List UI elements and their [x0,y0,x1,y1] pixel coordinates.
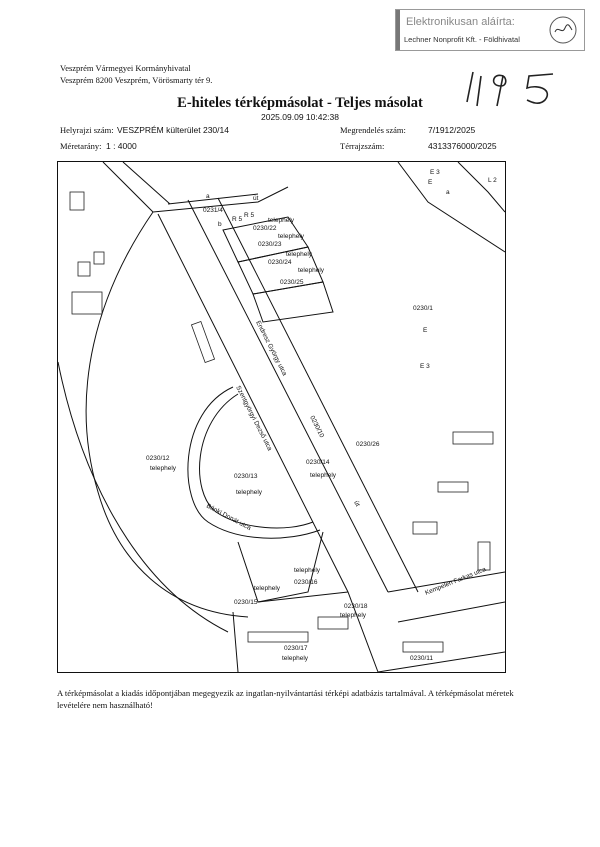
building [248,632,308,642]
label-0230-16: 0230/16 [294,579,318,586]
label-0230-18: 0230/18 [344,603,368,610]
issuing-address: Veszprém 8200 Veszprém, Vörösmarty tér 9. [60,75,213,85]
label-tel-24: telephely [286,251,313,258]
parcel-value: VESZPRÉM külterület 230/14 [117,125,229,135]
scale-value: 1 : 4000 [106,141,137,151]
label-ut-mid: út [352,499,361,508]
plot-0230-25b [253,282,333,322]
e-signature-box [395,9,585,51]
label-tel-25: telephely [298,267,325,274]
signature-title: Elektronikusan aláírta: [406,16,515,28]
ut-road-edge-2 [168,194,258,204]
label-tel-22: telephely [268,217,295,224]
label-a-top: a [446,189,450,196]
east-boundary-2 [458,162,505,212]
label-L2: L 2 [488,177,497,184]
label-0231-4: 0231/4 [203,207,223,214]
label-0230-10: 0230/10 [308,414,326,439]
label-endresz-street: Endresz György utca [254,319,289,377]
map-canvas [58,162,505,672]
label-0230-24: 0230/24 [268,259,292,266]
signature-signer: Lechner Nonprofit Kft. - Földhivatal [404,35,520,44]
label-tel-18: telephely [340,612,367,619]
kempelen-road-south [398,602,505,622]
label-0230-22: 0230/22 [253,225,277,232]
mapsheet-value: 4313376000/2025 [428,141,497,151]
document-title: E-hiteles térképmásolat - Teljes másolat [177,95,423,111]
top-road-edge-right [123,162,170,204]
mapsheet-label: Térrajzszám: [340,141,385,151]
label-tel-16: telephely [294,567,321,574]
label-tel-15: telephely [254,585,281,592]
label-0230-23: 0230/23 [258,241,282,248]
label-tel-17: telephely [282,655,309,662]
label-0230-14: 0230/14 [306,459,330,466]
label-0230-13: 0230/13 [234,473,258,480]
label-0230-15: 0230/15 [234,599,258,606]
plot-0230-17-west [233,612,238,672]
label-0230-25: 0230/25 [280,279,304,286]
east-boundary [398,162,505,252]
label-tel-14: telephely [310,472,337,479]
label-E-mid: E [423,327,428,334]
building [70,192,84,210]
building [78,262,90,276]
scale-label: Méretarány: [60,141,102,151]
label-kempelen-street: Kempelen Farkas utca [424,565,488,597]
label-E3-top: E 3 [430,169,440,176]
building [453,432,493,444]
label-E-top: E [428,179,433,186]
label-R5a: R 5 [232,216,243,223]
label-0230-11: 0230/11 [410,655,434,662]
label-R5b: R 5 [244,212,255,219]
building [438,482,468,492]
label-banki-street: Bánki Donát utca [205,502,253,533]
signature-seal-icon [548,15,578,45]
label-E3-mid: E 3 [420,363,430,370]
building [72,292,102,314]
outer-west-curve [58,362,228,632]
cadastral-map [57,161,506,673]
label-tel-13: telephely [236,489,263,496]
label-szentgyorgyi-street: Szentgyörgyi Dezső utca [234,384,274,452]
building [403,642,443,652]
document-timestamp: 2025.09.09 10:42:38 [261,112,339,122]
south-boundary [378,652,505,672]
label-0230-26: 0230/26 [356,441,380,448]
label-tel-12: telephely [150,465,177,472]
building [191,321,214,362]
label-a: a [206,193,210,200]
label-0230-12: 0230/12 [146,455,170,462]
label-0230-1: 0230/1 [413,305,433,312]
label-b: b [218,221,222,228]
issuing-office: Veszprém Vármegyei Kormányhivatal [60,63,191,73]
disclaimer-footer: A térképmásolat a kiadás időpontjában megegyezik az ingatlan-nyilvántartási térképi adatbázis tartalmával. A térképmásolat méretek levételére nem használható! [57,688,514,710]
order-value: 7/1912/2025 [428,125,476,135]
label-0230-17: 0230/17 [284,645,308,652]
building [413,522,437,534]
signature-flag [396,10,400,50]
western-curve [86,212,248,617]
order-label: Megrendelés szám: [340,125,406,135]
building [94,252,104,264]
top-road-edge-left [103,162,153,212]
label-tel-23: telephely [278,233,305,240]
label-ut-top: út [253,195,259,202]
parcel-label: Helyrajzi szám: [60,125,114,135]
